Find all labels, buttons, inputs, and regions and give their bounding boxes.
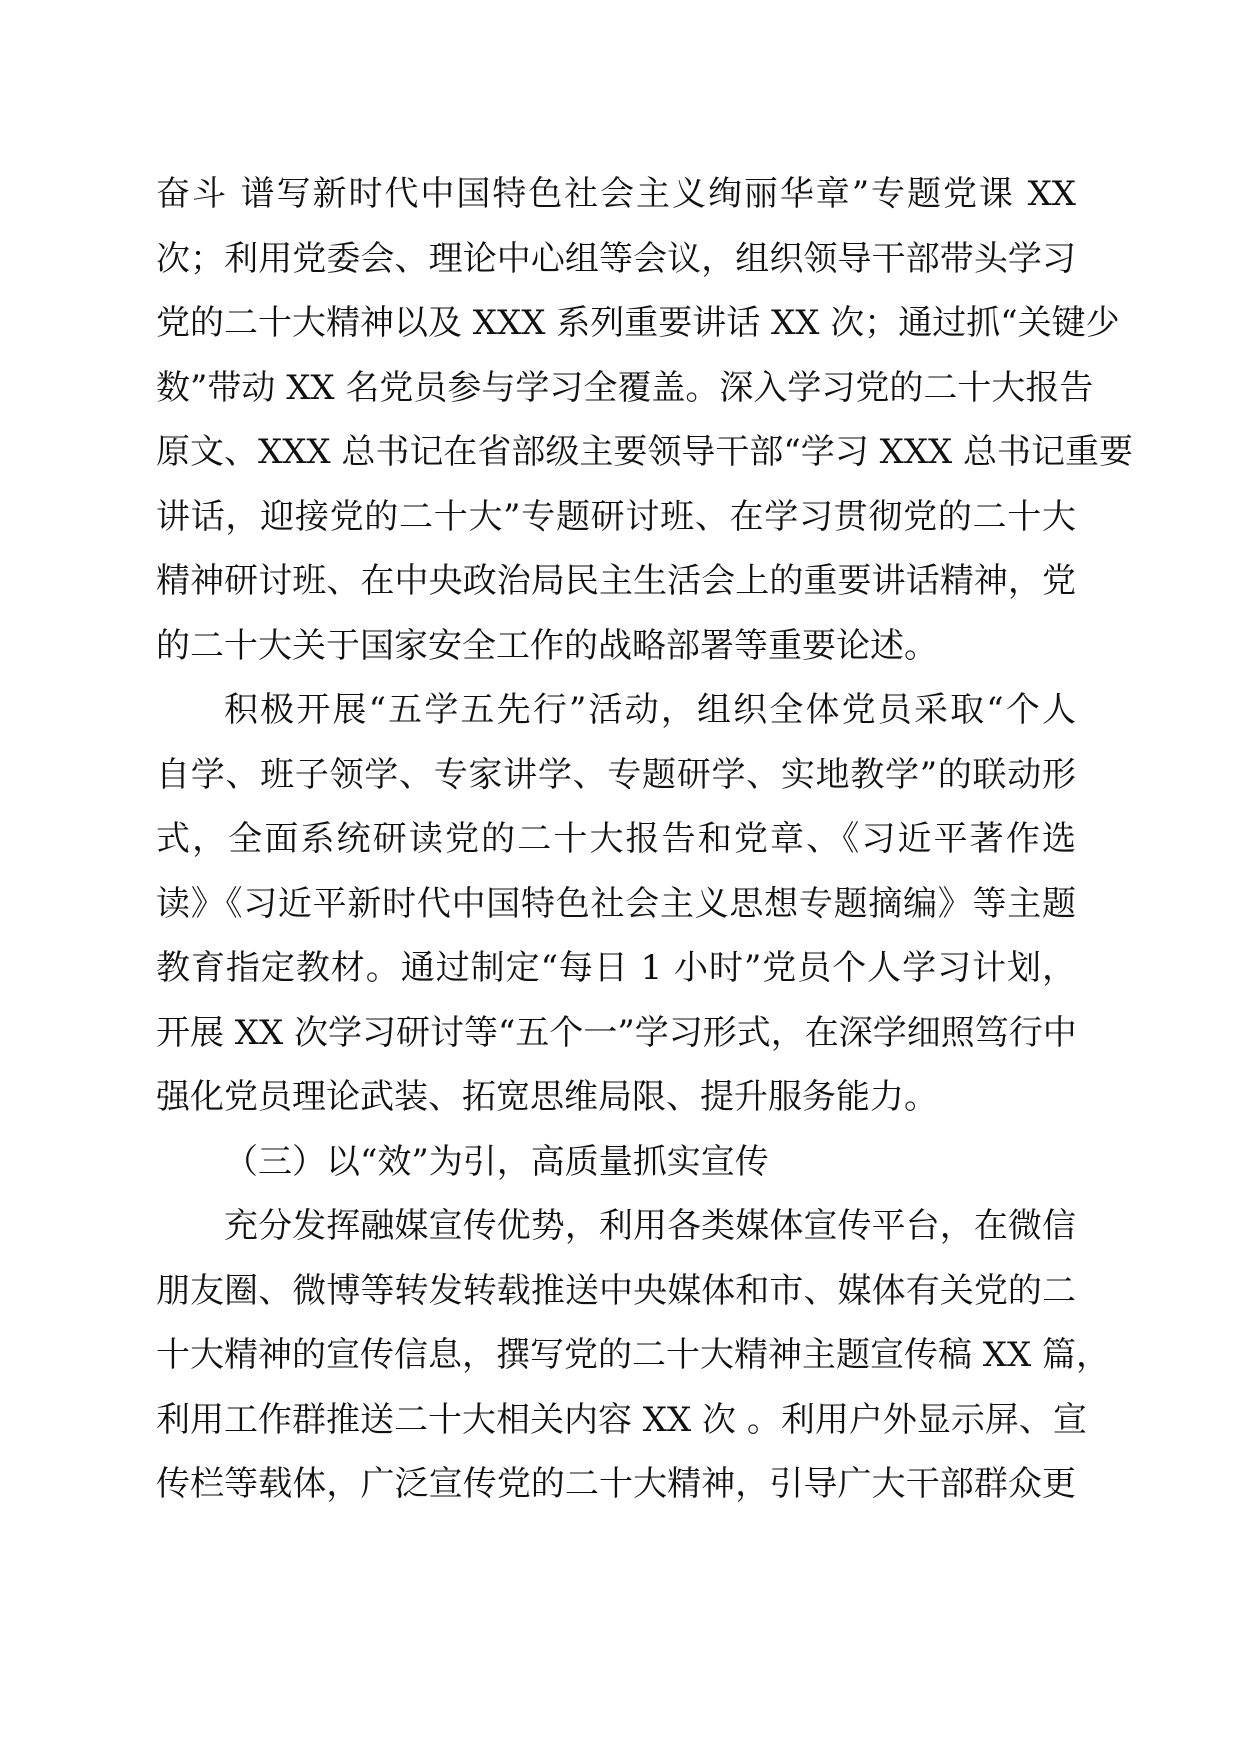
text-line: 讲话，迎接党的二十大”专题研讨班、在学习贯彻党的二十大 <box>156 497 1076 537</box>
text-line: 精神研讨班、在中央政治局民主生活会上的重要讲话精神，党 <box>156 561 1076 601</box>
text-line: 强化党员理论武装、拓宽思维局限、提升服务能力。 <box>156 1077 938 1117</box>
text-line: 朋友圈、微博等转发转载推送中央媒体和市、媒体有关党的二 <box>156 1271 1076 1311</box>
text-line: 次；利用党委会、理论中心组等会议，组织领导干部带头学习 <box>156 239 1076 279</box>
text-line: 积极开展“五学五先行”活动，组织全体党员采取“个人 <box>224 690 1076 730</box>
text-line: 教育指定教材。通过制定“每日 1 小时”党员个人学习计划， <box>156 948 1076 988</box>
text-line: 开展 XX 次学习研讨等“五个一”学习形式，在深学细照笃行中 <box>156 1013 1077 1053</box>
text-line: 传栏等载体，广泛宣传党的二十大精神，引导广大干部群众更 <box>156 1464 1076 1504</box>
section-heading: （三）以“效”为引，高质量抓实宣传 <box>224 1142 769 1182</box>
text-line: 的二十大关于国家安全工作的战略部署等重要论述。 <box>156 626 938 666</box>
text-line: 自学、班子领学、专家讲学、专题研学、实地教学”的联动形 <box>156 755 1076 795</box>
text-line: 读》《习近平新时代中国特色社会主义思想专题摘编》等主题 <box>156 884 1076 924</box>
text-line: 充分发挥融媒宣传优势，利用各类媒体宣传平台，在微信 <box>224 1206 1076 1246</box>
text-line: 奋斗 谱写新时代中国特色社会主义绚丽华章”专题党课 XX <box>156 174 1076 214</box>
text-line: 原文、XXX 总书记在省部级主要领导干部“学习 XXX 总书记重要 <box>156 432 1134 472</box>
text-line: 党的二十大精神以及 XXX 系列重要讲话 XX 次；通过抓“关键少 <box>156 303 1120 343</box>
text-line: 利用工作群推送二十大相关内容 XX 次 。利用户外显示屏、宣 <box>156 1400 1087 1440</box>
text-line: 式，全面系统研读党的二十大报告和党章、《习近平著作选 <box>156 819 1076 859</box>
text-line: 数”带动 XX 名党员参与学习全覆盖。深入学习党的二十大报告 <box>156 368 1094 408</box>
text-line: 十大精神的宣传信息，撰写党的二十大精神主题宣传稿 XX 篇， <box>156 1335 1111 1375</box>
